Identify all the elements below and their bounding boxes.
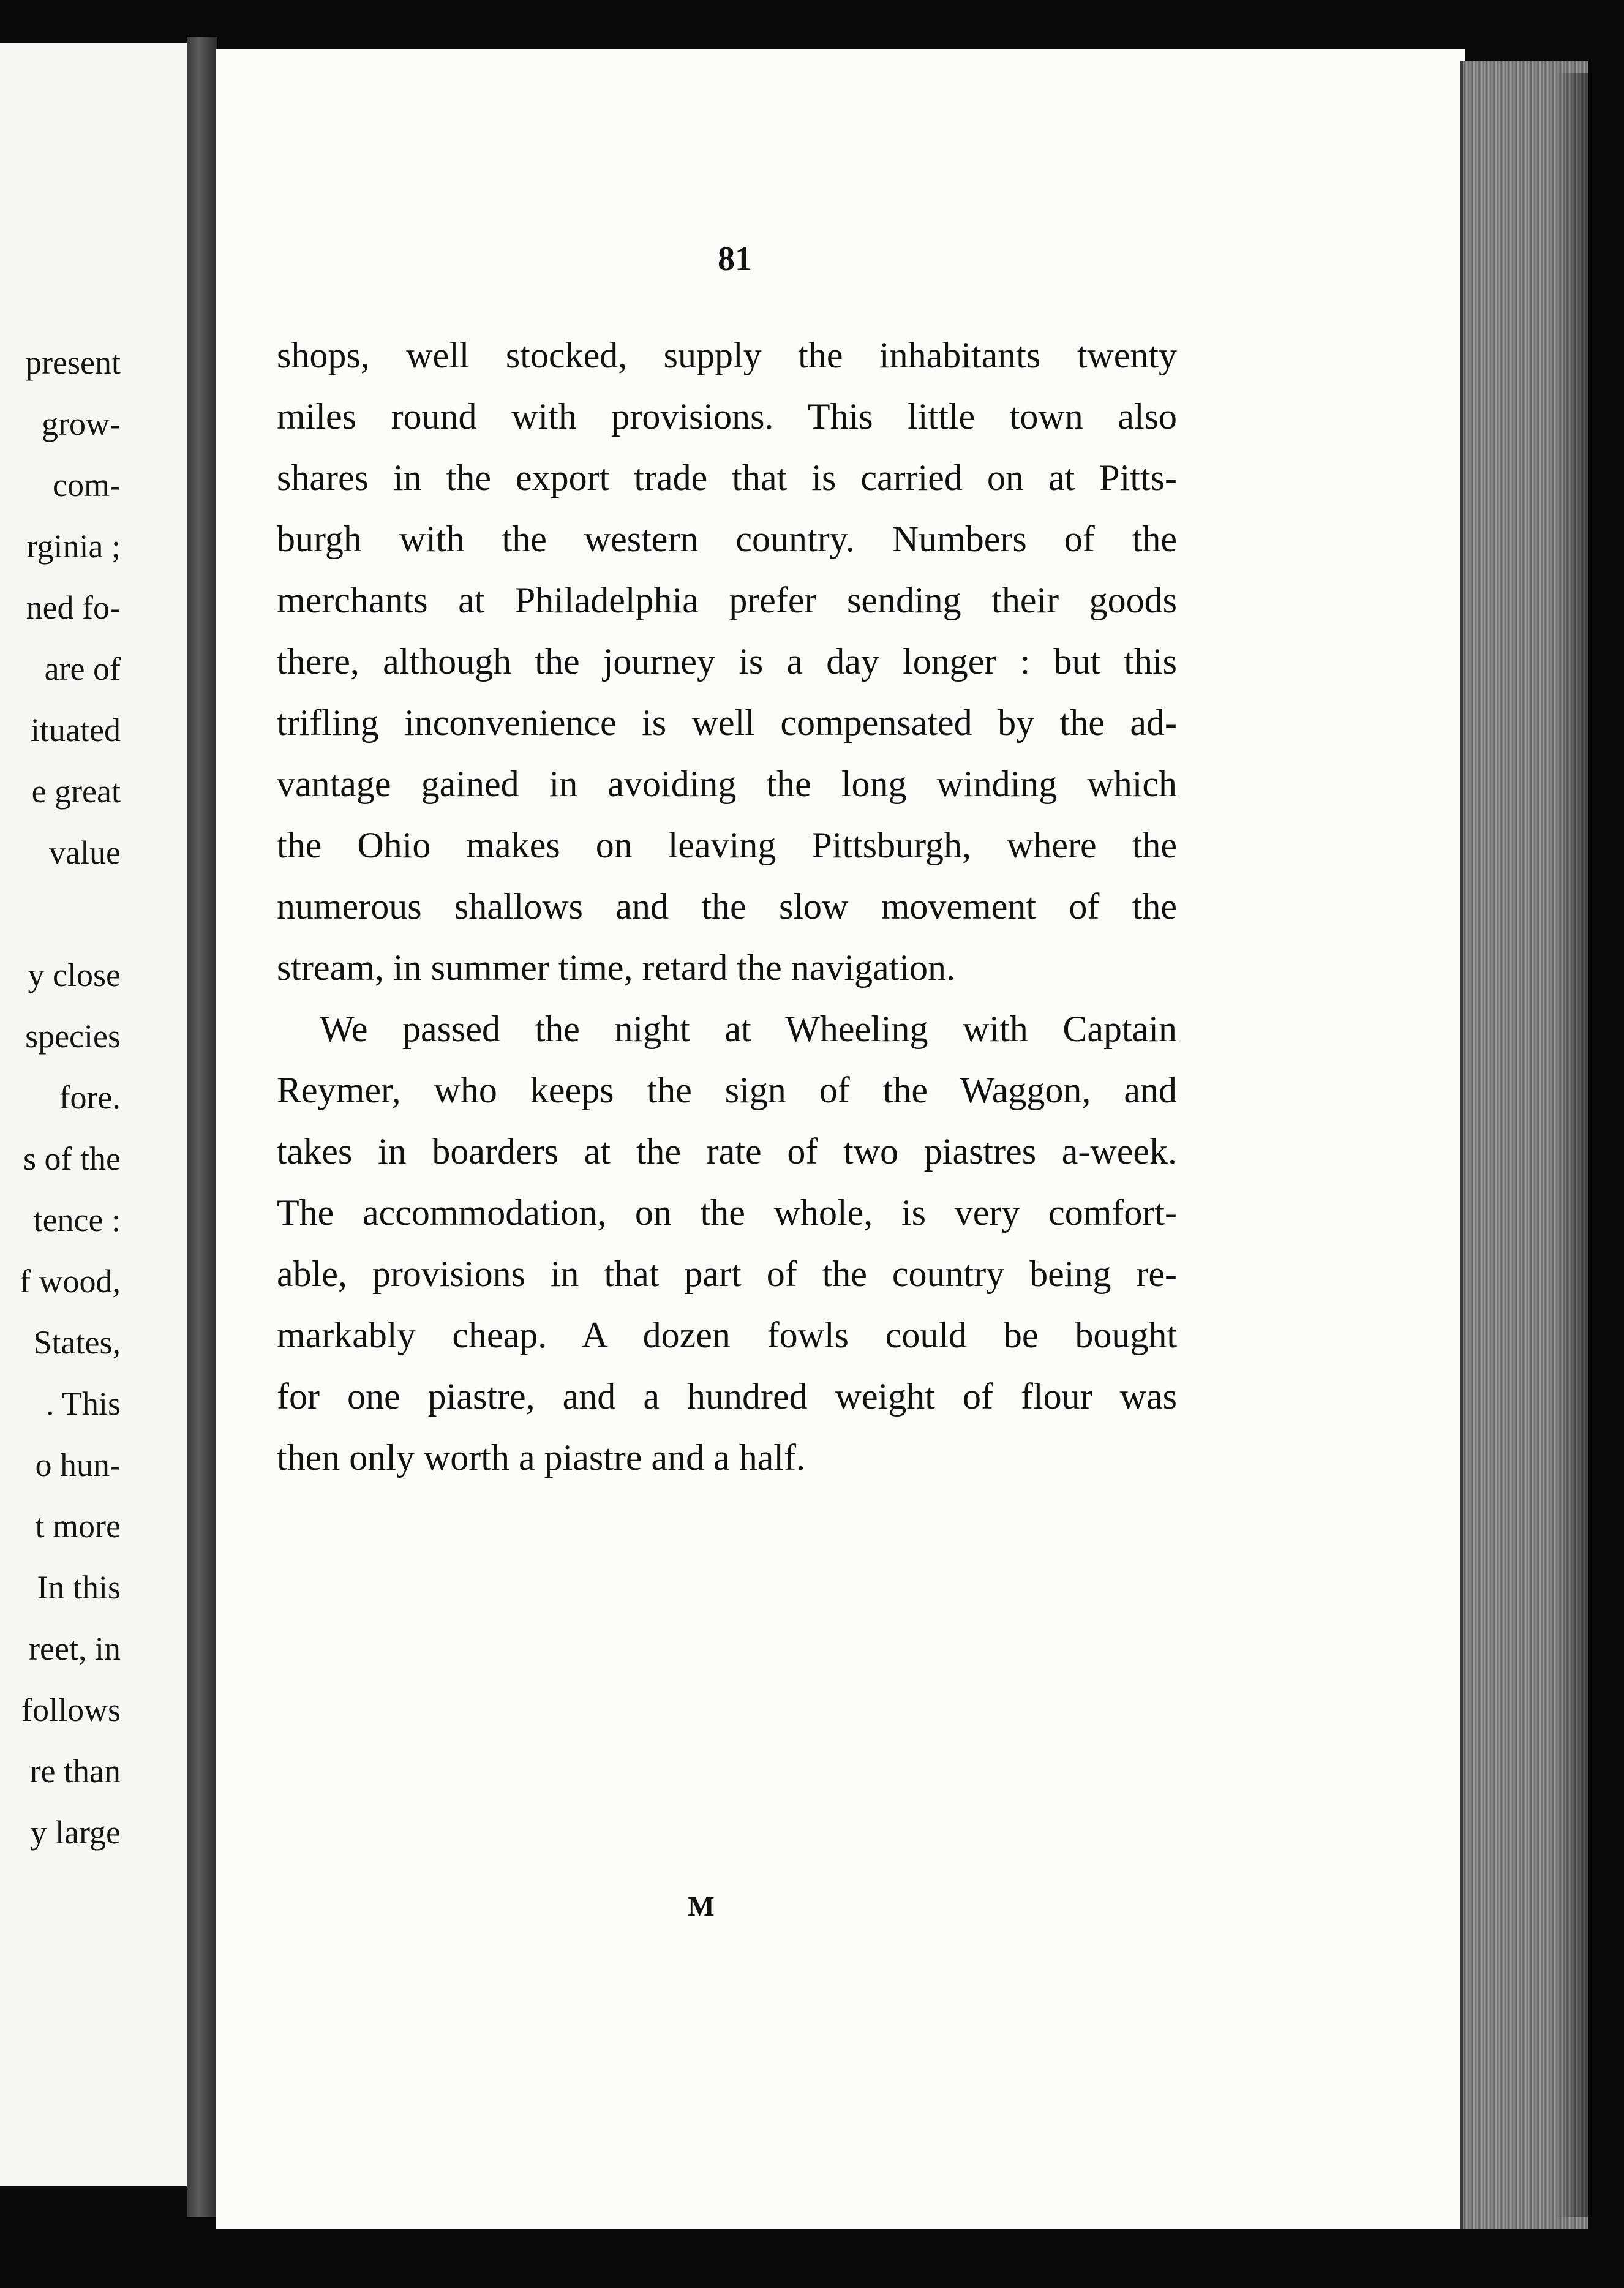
left-line: value xyxy=(49,834,121,871)
text-line: takes in boarders at the rate of two piastres a-week. xyxy=(277,1131,1177,1172)
text-line: burgh with the western country. Numbers of the xyxy=(277,519,1177,559)
text-line: markably cheap. A dozen fowls could be bought xyxy=(277,1315,1177,1355)
text-line: We passed the night at Wheeling with Captain xyxy=(320,1009,1177,1049)
left-line: States, xyxy=(33,1324,121,1361)
page-number: 81 xyxy=(718,240,752,278)
left-line: species xyxy=(25,1018,121,1055)
text-line: then only worth a piastre and a half. xyxy=(277,1437,806,1478)
text-line: shares in the export trade that is carried on at Pitts- xyxy=(277,457,1177,498)
text-line: shops, well stocked, supply the inhabitants twenty xyxy=(277,335,1177,375)
left-line: e great xyxy=(31,773,121,810)
left-line: ituated xyxy=(31,712,121,748)
left-line: rginia ; xyxy=(26,528,121,565)
left-line: f wood, xyxy=(20,1263,121,1300)
text-line: the Ohio makes on leaving Pittsburgh, where the xyxy=(277,825,1177,865)
left-line: reet, in xyxy=(29,1630,121,1667)
left-line: s of the xyxy=(23,1140,121,1177)
left-line: y large xyxy=(30,1814,121,1851)
left-line: re than xyxy=(29,1753,121,1789)
text-line: vantage gained in avoiding the long winding which xyxy=(277,764,1177,804)
text-line: stream, in summer time, retard the navigation. xyxy=(277,947,956,988)
left-line: y close xyxy=(28,957,121,993)
text-line: numerous shallows and the slow movement of the xyxy=(277,886,1177,927)
left-line: present xyxy=(25,344,121,381)
text-line: The accommodation, on the whole, is very comfort- xyxy=(277,1192,1177,1233)
book-gutter xyxy=(187,37,217,2217)
signature-mark: M xyxy=(688,1891,715,1922)
left-line: grow- xyxy=(42,405,121,442)
left-line: In this xyxy=(37,1569,121,1606)
text-line: able, provisions in that part of the country being re- xyxy=(277,1254,1177,1294)
left-line: follows xyxy=(21,1692,121,1728)
text-line: there, although the journey is a day longer : but this xyxy=(277,641,1177,682)
left-line: t more xyxy=(35,1508,121,1545)
text-line: merchants at Philadelphia prefer sending their goods xyxy=(277,580,1177,620)
page-body-text xyxy=(277,325,1177,1488)
left-line: are of xyxy=(44,650,121,687)
edge-shadow xyxy=(1555,73,1592,2217)
left-line: tence : xyxy=(33,1202,121,1238)
left-line: ned fo- xyxy=(26,589,121,626)
left-line: . This xyxy=(45,1385,121,1422)
left-facing-page xyxy=(0,43,190,2186)
left-line: fore. xyxy=(59,1079,121,1116)
text-line: for one piastre, and a hundred weight of flour was xyxy=(277,1376,1177,1417)
left-line: com- xyxy=(53,467,121,503)
left-line: o hun- xyxy=(35,1447,121,1483)
text-line: miles round with provisions. This little town also xyxy=(277,396,1177,437)
text-line: trifling inconvenience is well compensated by the ad- xyxy=(277,702,1177,743)
text-line: Reymer, who keeps the sign of the Waggon, and xyxy=(277,1070,1177,1110)
